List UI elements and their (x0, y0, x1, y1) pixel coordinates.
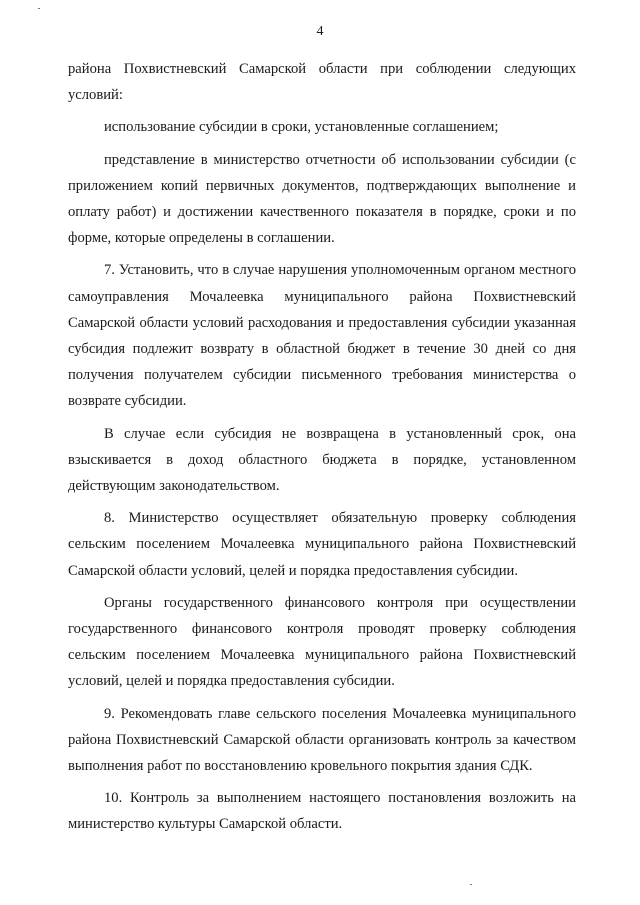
scan-speck (38, 8, 40, 9)
document-body (68, 56, 576, 844)
page-number: 4 (316, 24, 324, 39)
paragraph-condition-reporting: представление в министерство отчетности об использовании субсидии (с приложением копий первичных документов, подтверждающих выполнение и оплату работ) и достижении качественного показателя в порядке, сроки и по форме, которые определены в соглашении. (68, 151, 576, 247)
paragraph-item-7: 7. Установить, что в случае нарушения уполномоченным органом местного самоуправления Мочалеевка муниципального района Похвистневский Самарской области условий расходования и предоставления субсидии указанная субсидия подлежит возврату в областной бюджет в течение 30 дней со дня получения получателем субсидии письменного требования министерства о возврате субсидии. (68, 262, 576, 410)
paragraph-continuation: района Похвистневский Самарской области при соблюдении следующих условий: (68, 61, 576, 104)
paragraph-financial-control: Органы государственного финансового контроля при осуществлении государственного финансового контроля проводят проверку соблюдения сельским поселением Мочалеевка муниципального района Похвистневский условий, целей и порядка предоставления субсидии. (68, 594, 576, 690)
paragraph-item-9: 9. Рекомендовать главе сельского поселения Мочалеевка муниципального района Похвистневский Самарской области организовать контроль за качеством выполнения работ по восстановлению кровельного покрытия здания СДК. (68, 705, 576, 775)
scan-speck (470, 884, 472, 885)
paragraph-refund-recovery: В случае если субсидия не возвращена в установленный срок, она взыскивается в доход областного бюджета в порядке, установленном действующим законодательством. (68, 425, 576, 495)
paragraph-condition-deadlines: использование субсидии в сроки, установленные соглашением; (104, 119, 499, 136)
paragraph-item-10: 10. Контроль за выполнением настоящего постановления возложить на министерство культуры Самарской области. (68, 790, 576, 833)
paragraph-item-8: 8. Министерство осуществляет обязательную проверку соблюдения сельским поселением Мочалеевка муниципального района Похвистневский Самарской области условий, целей и порядка предоставления субсидии. (68, 510, 576, 579)
